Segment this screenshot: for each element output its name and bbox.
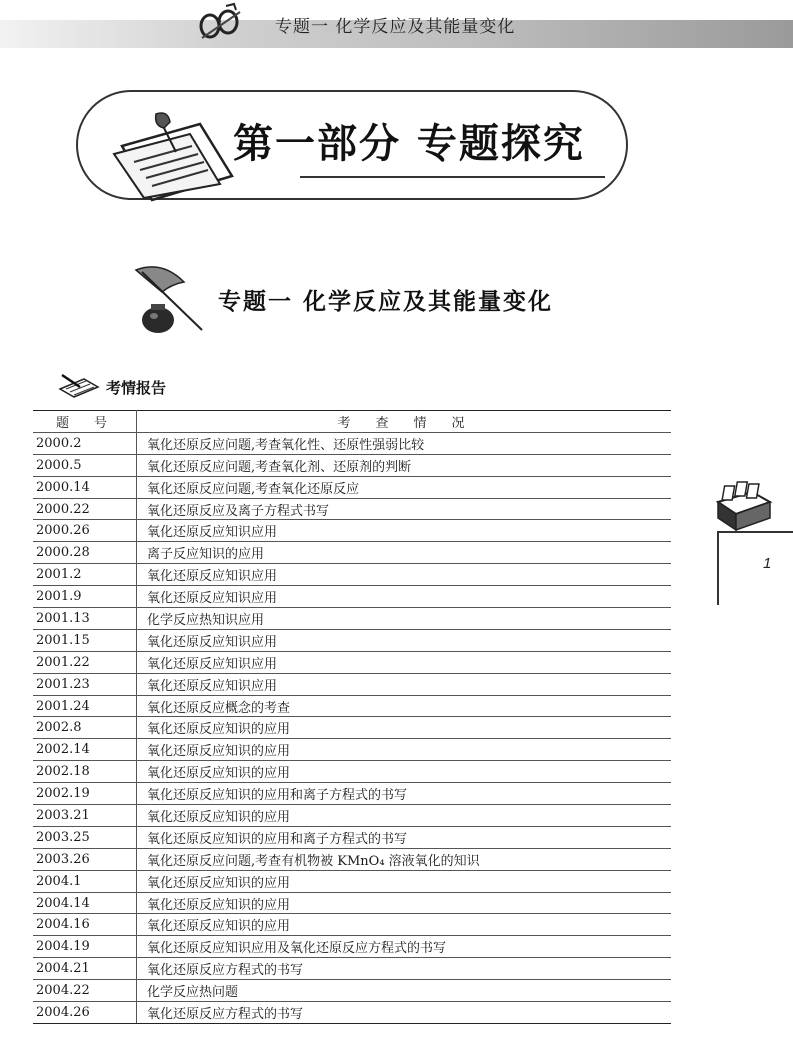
question-number-cell: 2003.25 (33, 826, 137, 848)
table-row (33, 826, 671, 848)
question-number-cell: 2000.22 (33, 498, 137, 520)
exam-topic-cell: 氧化还原反应知识的应用和离子方程式的书写 (137, 783, 672, 805)
question-number-cell: 2004.14 (33, 892, 137, 914)
exam-topic-cell: 氧化还原反应知识应用 (137, 564, 672, 586)
question-number-cell: 2003.26 (33, 848, 137, 870)
question-number-cell: 2000.5 (33, 454, 137, 476)
table-row (33, 629, 671, 651)
exam-topic-cell: 化学反应热问题 (137, 980, 672, 1002)
table-row (33, 432, 671, 454)
question-number-cell: 2004.22 (33, 980, 137, 1002)
question-number-cell: 2004.1 (33, 870, 137, 892)
table-header-row (33, 411, 671, 433)
table-row (33, 564, 671, 586)
question-number-cell: 2000.26 (33, 520, 137, 542)
exam-topic-cell: 离子反应知识的应用 (137, 542, 672, 564)
exam-topic-cell: 氧化还原反应知识应用 (137, 586, 672, 608)
papers-quill-icon (104, 106, 244, 202)
exam-topic-cell: 氧化还原反应知识的应用 (137, 805, 672, 827)
notebook-pen-icon (58, 373, 100, 399)
exam-topic-cell: 氧化还原反应知识应用 (137, 651, 672, 673)
card-file-box-icon (712, 478, 774, 532)
report-heading: 考情报告 (106, 379, 167, 397)
table-row (33, 586, 671, 608)
question-number-cell: 2001.22 (33, 651, 137, 673)
question-number-cell: 2004.19 (33, 936, 137, 958)
exam-topic-cell: 氧化还原反应问题,考查氧化还原反应 (137, 476, 672, 498)
exam-topic-cell: 氧化还原反应知识应用及氧化还原反应方程式的书写 (137, 936, 672, 958)
table-row (33, 870, 671, 892)
exam-topic-cell: 氧化还原反应知识应用 (137, 520, 672, 542)
column-header-description: 考 查 情 况 (137, 411, 672, 433)
table-row (33, 936, 671, 958)
table-row (33, 914, 671, 936)
exam-report-table (33, 410, 671, 1024)
part-title: 第一部分 专题探究 (233, 120, 585, 167)
question-number-cell: 2004.26 (33, 1002, 137, 1024)
exam-topic-cell: 氧化还原反应知识应用 (137, 629, 672, 651)
exam-topic-cell: 氧化还原反应知识应用 (137, 673, 672, 695)
exam-topic-cell: 氧化还原反应问题,考查氧化剂、还原剂的判断 (137, 454, 672, 476)
question-number-cell: 2003.21 (33, 805, 137, 827)
exam-topic-cell: 氧化还原反应问题,考查有机物被 KMnO₄ 溶液氧化的知识 (137, 848, 672, 870)
exam-topic-cell: 氧化还原反应知识的应用 (137, 914, 672, 936)
question-number-cell: 2004.16 (33, 914, 137, 936)
question-number-cell: 2000.28 (33, 542, 137, 564)
table-row (33, 783, 671, 805)
table-row (33, 1002, 671, 1024)
table-row (33, 958, 671, 980)
question-number-cell: 2001.13 (33, 608, 137, 630)
exam-topic-cell: 氧化还原反应及离子方程式书写 (137, 498, 672, 520)
exam-topic-cell: 氧化还原反应问题,考查氧化性、还原性强弱比较 (137, 432, 672, 454)
chapter-title: 专题一 化学反应及其能量变化 (218, 289, 554, 315)
table-row (33, 848, 671, 870)
table-row (33, 498, 671, 520)
question-number-cell: 2002.18 (33, 761, 137, 783)
exam-topic-cell: 氧化还原反应方程式的书写 (137, 1002, 672, 1024)
table-row (33, 805, 671, 827)
exam-topic-cell: 氧化还原反应知识的应用 (137, 761, 672, 783)
question-number-cell: 2004.21 (33, 958, 137, 980)
exam-topic-cell: 氧化还原反应知识的应用 (137, 739, 672, 761)
table-row (33, 739, 671, 761)
question-number-cell: 2001.15 (33, 629, 137, 651)
question-number-cell: 2000.14 (33, 476, 137, 498)
side-tab-rule-vertical (717, 531, 719, 605)
question-number-cell: 2000.2 (33, 432, 137, 454)
question-number-cell: 2001.24 (33, 695, 137, 717)
exam-topic-cell: 氧化还原反应方程式的书写 (137, 958, 672, 980)
table-row (33, 761, 671, 783)
question-number-cell: 2001.9 (33, 586, 137, 608)
question-number-cell: 2002.8 (33, 717, 137, 739)
question-number-cell: 2002.19 (33, 783, 137, 805)
table-row (33, 717, 671, 739)
table-row (33, 454, 671, 476)
exam-topic-cell: 氧化还原反应知识的应用和离子方程式的书写 (137, 826, 672, 848)
running-header-title: 专题一 化学反应及其能量变化 (275, 17, 516, 37)
question-number-cell: 2001.2 (33, 564, 137, 586)
table-row (33, 673, 671, 695)
table-row (33, 476, 671, 498)
table-row (33, 651, 671, 673)
glasses-ornament-icon (196, 2, 246, 42)
exam-topic-cell: 化学反应热知识应用 (137, 608, 672, 630)
table-row (33, 980, 671, 1002)
banner-underline (300, 176, 605, 178)
table-row (33, 542, 671, 564)
table-row (33, 892, 671, 914)
page-number: 1 (763, 555, 772, 572)
exam-topic-cell: 氧化还原反应知识的应用 (137, 870, 672, 892)
exam-topic-cell: 氧化还原反应知识的应用 (137, 717, 672, 739)
exam-topic-cell: 氧化还原反应知识的应用 (137, 892, 672, 914)
table-row (33, 520, 671, 542)
table-row (33, 608, 671, 630)
table-row (33, 695, 671, 717)
quill-inkpot-icon (132, 262, 214, 336)
question-number-cell: 2002.14 (33, 739, 137, 761)
question-number-cell: 2001.23 (33, 673, 137, 695)
exam-topic-cell: 氧化还原反应概念的考查 (137, 695, 672, 717)
column-header-number: 题 号 (33, 411, 137, 433)
side-tab-rule (717, 531, 793, 533)
